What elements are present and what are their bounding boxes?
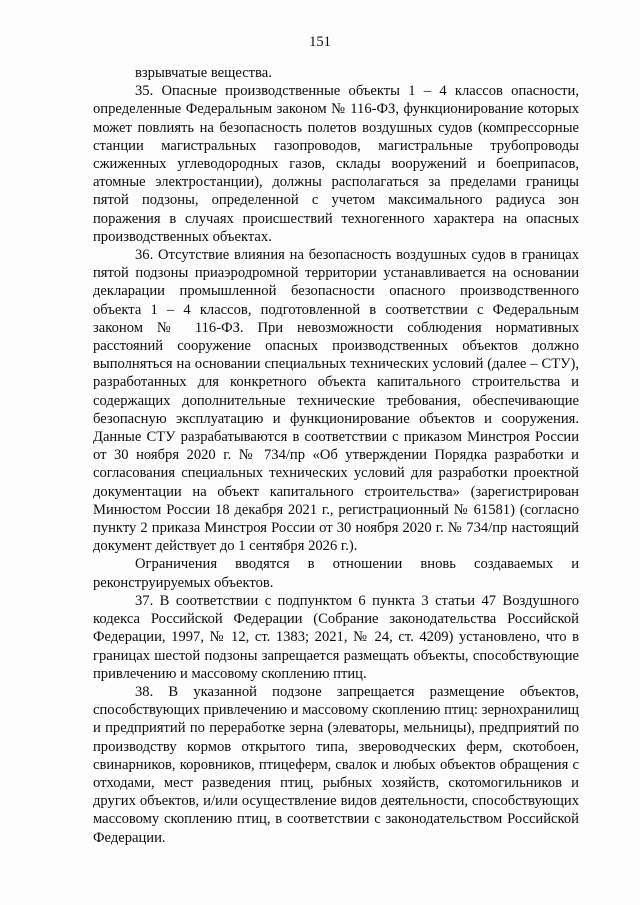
document-body	[93, 64, 579, 847]
paragraph-37: 37. В соответствии с подпунктом 6 пункта 3 статьи 47 Воздушного кодекса Российской Федерации (Собрание законодательства Российской Федерации, 1997, № 12, ст. 1383; 2021, № 24, ст. 4209) установлено, что в границах шестой подзоны запрещается размещать объекты, способствующие привлечению и массовому скоплению птиц.	[93, 592, 579, 682]
paragraph-36: 36. Отсутствие влияния на безопасность воздушных судов в границах пятой подзоны приаэродромной территории устанавливается на основании декларации промышленной безопасности опасного производственного объекта 1 – 4 классов, подготовленной в соответствии с Федеральным законом № 116-ФЗ. При невозможности соблюдения нормативных расстояний сооружение опасных производственных объектов должно выполняться на основании специальных технических условий (далее – СТУ), разработанных для конкретного объекта капитального строительства и содержащих дополнительные технические требования, обеспечивающие безопасную эксплуатацию и функционирование объектов и сооружения. Данные СТУ разрабатываются в соответствии с приказом Минстроя России от 30 ноября 2020 г. № 734/пр «Об утверждении Порядка разработки и согласования специальных технических условий для разработки проектной документации на объект капитального строительства» (зарегистрирован Минюстом России 18 декабря 2021 г., регистрационный № 61581) (согласно пункту 2 приказа Минстроя России от 30 ноября 2020 г. № 734/пр настоящий документ действует до 1 сентября 2026 г.).	[93, 247, 579, 555]
paragraph-continuation: взрывчатые вещества.	[135, 65, 272, 81]
paragraph-35: 35. Опасные производственные объекты 1 – 4 классов опасности, определенные Федеральным законом № 116-ФЗ, функционирование которых может повлиять на безопасность полетов воздушных судов (компрессорные станции магистральных газопроводов, магистральные трубопроводы сжиженных углеводородных газов, склады вооружений и боеприпасов, атомные электростанции), должны располагаться за пределами границы пятой подзоны, определенной с учетом максимального радиуса зон поражения в случаях происшествий техногенного характера на опасных производственных объектах.	[93, 83, 579, 245]
paragraph-restrictions: Ограничения вводятся в отношении вновь создаваемых и реконструируемых объектов.	[93, 556, 579, 591]
page-number: 151	[309, 34, 331, 50]
paragraph-38: 38. В указанной подзоне запрещается размещение объектов, способствующих привлечению и массовому скоплению птиц: зернохранилищ и предприятий по переработке зерна (элеваторы, мельницы), предприятий по производству кормов открытого типа, звероводческих ферм, скотобоен, свинарников, коровников, птицеферм, свалок и любых объектов обращения с отходами, мест разведения птиц, рыбных хозяйств, скотомогильников и других объектов, и/или осуществление видов деятельности, способствующих массовому скоплению птиц, в соответствии с законодательством Российской Федерации.	[93, 683, 579, 846]
